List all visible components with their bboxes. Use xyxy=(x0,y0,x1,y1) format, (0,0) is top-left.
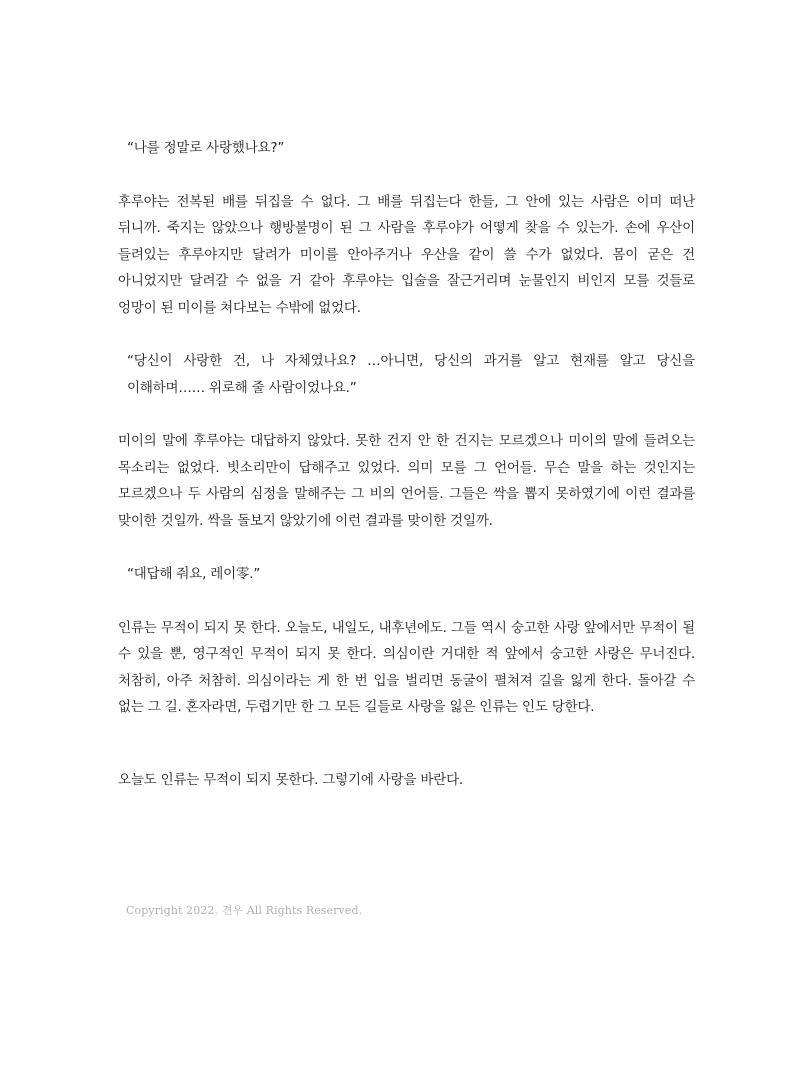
body-paragraph: 후루야는 전복된 배를 뒤집을 수 없다. 그 배를 뒤집는다 한들, 그 안에 있는 사람은 이미 떠난 뒤니까. 죽지는 않았으나 행방불명이 된 그 사람을 후루야가 어떻게 찾을 수 있는가. 손에 우산이 들려있는 후루야지만 달려가 미이를 안아주거나 우산을 같이 쓸 수가 없었다. 몸이 굳은 건 아니었지만 달려갈 수 없을 거 같아 후루야는 입술을 잘근거리며 눈물인지 비인지 모를 것들로 엉망이 된 미이를 쳐다보는 수밖에 없었다. xyxy=(118,193,695,316)
body-paragraph: 미이의 말에 후루야는 대답하지 않았다. 못한 건지 안 한 건지는 모르겠으나 미이의 말에 들려오는 목소리는 없었다. 빗소리만이 답해주고 있었다. 의미 모를 그 언어들. 무슨 말을 하는 것인지는 모르겠으나 두 사람의 심정을 말해주는 그 비의 언어들. 그들은 싹을 뽑지 못하였기에 이런 결과를 맞이한 것일까. 싹을 돌보지 않았기에 이런 결과를 맞이한 것일까. xyxy=(118,433,695,529)
body-paragraph: 인류는 무적이 되지 못 한다. 오늘도, 내일도, 내후년에도. 그들 역시 숭고한 사랑 앞에서만 무적이 될 수 있을 뿐, 영구적인 무적이 되지 못 한다. 의심이란 거대한 적 앞에서 숭고한 사랑은 무너진다. 처참히, 아주 처참히. 의심이라는 게 한 번 입을 벌리면 동굴이 펼쳐져 길을 잃게 한다. 돌아갈 수 없는 그 길. 혼자라면, 두렵기만 한 그 모든 길들로 사랑을 잃은 인류는 인도 당한다. xyxy=(118,619,695,715)
document-body xyxy=(118,135,695,793)
closing-line: 오늘도 인류는 무적이 되지 못한다. 그렇기에 사랑을 바란다. xyxy=(118,771,464,788)
dialogue-line: “나를 정말로 사랑했나요?” xyxy=(127,140,285,156)
dialogue-line: “대답해 줘요, 레이零.” xyxy=(127,566,261,582)
copyright-notice: Copyright 2022. 견우 All Rights Reserved. xyxy=(126,904,363,917)
dialogue-line: “당신이 사랑한 건, 나 자체였나요? …아니면, 당신의 과거를 알고 현재를 알고 당신을 이해하며…… 위로해 줄 사람이었나요.” xyxy=(127,353,695,396)
